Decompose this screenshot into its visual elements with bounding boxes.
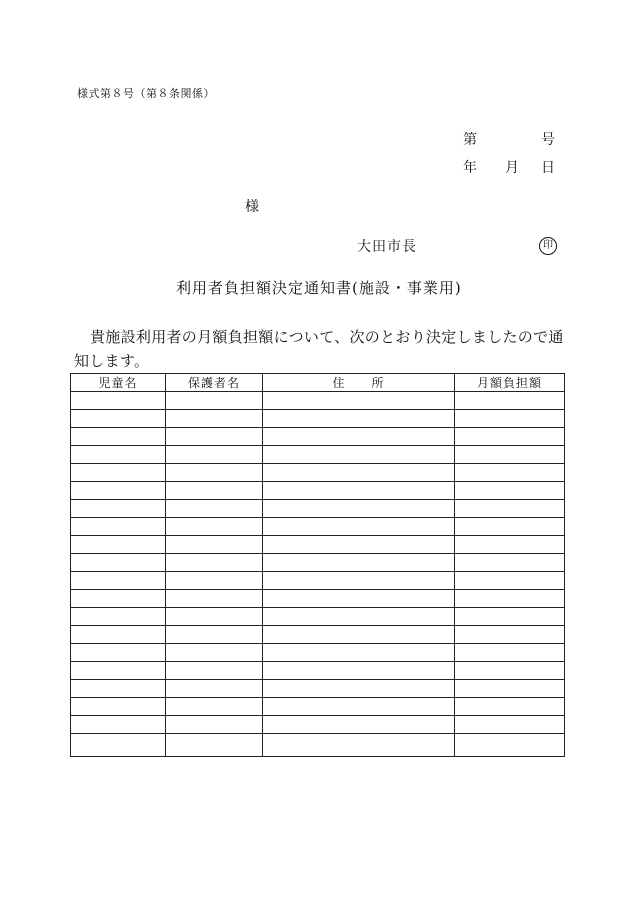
cell-monthly-burden [455, 410, 565, 428]
cell-address [263, 590, 455, 608]
cell-monthly-burden [455, 518, 565, 536]
cell-guardian-name [166, 464, 263, 482]
cell-guardian-name [166, 680, 263, 698]
cell-monthly-burden [455, 590, 565, 608]
cell-monthly-burden [455, 644, 565, 662]
document-title: 利用者負担額決定通知書(施設・事業用) [176, 279, 462, 297]
table-row [71, 518, 565, 536]
table-row [71, 410, 565, 428]
cell-child-name [71, 482, 166, 500]
table-row [71, 392, 565, 410]
cell-child-name [71, 698, 166, 716]
header-monthly-burden: 月額負担額 [455, 374, 565, 392]
table-row [71, 536, 565, 554]
cell-child-name [71, 446, 166, 464]
cell-guardian-name [166, 608, 263, 626]
cell-child-name [71, 608, 166, 626]
cell-monthly-burden [455, 734, 565, 757]
cell-monthly-burden [455, 626, 565, 644]
cell-child-name [71, 680, 166, 698]
cell-address [263, 662, 455, 680]
cell-monthly-burden [455, 500, 565, 518]
header-address: 住 所 [263, 374, 455, 392]
cell-monthly-burden [455, 572, 565, 590]
table-row [71, 482, 565, 500]
cell-child-name [71, 572, 166, 590]
cell-guardian-name [166, 536, 263, 554]
cell-address [263, 446, 455, 464]
table-row [71, 680, 565, 698]
cell-address [263, 536, 455, 554]
date-month-label: 月 [505, 160, 519, 176]
cell-monthly-burden [455, 554, 565, 572]
cell-guardian-name [166, 644, 263, 662]
cell-monthly-burden [455, 698, 565, 716]
document-number-prefix: 第 [463, 132, 477, 148]
cell-monthly-burden [455, 608, 565, 626]
table-body [71, 392, 565, 757]
cell-guardian-name [166, 698, 263, 716]
cell-address [263, 608, 455, 626]
cell-monthly-burden [455, 428, 565, 446]
cell-child-name [71, 518, 166, 536]
cell-address [263, 734, 455, 757]
cell-guardian-name [166, 662, 263, 680]
cell-address [263, 572, 455, 590]
cell-monthly-burden [455, 392, 565, 410]
cell-address [263, 698, 455, 716]
cell-monthly-burden [455, 536, 565, 554]
cell-child-name [71, 536, 166, 554]
cell-child-name [71, 734, 166, 757]
cell-guardian-name [166, 518, 263, 536]
table-row [71, 626, 565, 644]
notice-body-text: 貴施設利用者の月額負担額について、次のとおり決定しましたので通知します。 [74, 328, 564, 370]
table-row [71, 590, 565, 608]
cell-child-name [71, 500, 166, 518]
cell-address [263, 500, 455, 518]
form-number-label: 様式第８号（第８条関係） [77, 87, 215, 100]
issuer-name: 大田市長 [357, 239, 417, 255]
table-row [71, 644, 565, 662]
cell-address [263, 518, 455, 536]
cell-child-name [71, 716, 166, 734]
cell-guardian-name [166, 554, 263, 572]
cell-guardian-name [166, 482, 263, 500]
cell-guardian-name [166, 446, 263, 464]
table-row [71, 572, 565, 590]
cell-guardian-name [166, 428, 263, 446]
cell-monthly-burden [455, 716, 565, 734]
cell-guardian-name [166, 500, 263, 518]
table-row [71, 500, 565, 518]
cell-monthly-burden [455, 680, 565, 698]
cell-child-name [71, 392, 166, 410]
table-row [71, 698, 565, 716]
cell-child-name [71, 464, 166, 482]
cell-child-name [71, 554, 166, 572]
cell-guardian-name [166, 626, 263, 644]
cell-monthly-burden [455, 446, 565, 464]
cell-address [263, 392, 455, 410]
cell-child-name [71, 428, 166, 446]
cell-address [263, 554, 455, 572]
cell-address [263, 716, 455, 734]
cell-guardian-name [166, 734, 263, 757]
cell-monthly-burden [455, 482, 565, 500]
cell-guardian-name [166, 572, 263, 590]
document-number-suffix: 号 [541, 132, 555, 148]
cell-address [263, 410, 455, 428]
cell-child-name [71, 644, 166, 662]
cell-guardian-name [166, 410, 263, 428]
table-row [71, 608, 565, 626]
date-year-label: 年 [463, 160, 477, 176]
cell-address [263, 428, 455, 446]
table-row [71, 716, 565, 734]
table-header-row [71, 374, 565, 392]
cell-child-name [71, 590, 166, 608]
cell-child-name [71, 410, 166, 428]
cell-address [263, 464, 455, 482]
cell-address [263, 482, 455, 500]
table-row [71, 662, 565, 680]
date-day-label: 日 [541, 160, 555, 176]
table-row [71, 428, 565, 446]
cell-address [263, 680, 455, 698]
cell-child-name [71, 662, 166, 680]
cell-guardian-name [166, 590, 263, 608]
cell-address [263, 644, 455, 662]
header-guardian-name: 保護者名 [166, 374, 263, 392]
table-row [71, 554, 565, 572]
header-child-name: 児童名 [71, 374, 166, 392]
burden-amount-table [70, 373, 565, 757]
cell-monthly-burden [455, 662, 565, 680]
cell-guardian-name [166, 716, 263, 734]
addressee-honorific: 様 [245, 199, 259, 215]
seal-mark-icon: 印 [539, 237, 557, 255]
table-row [71, 464, 565, 482]
cell-child-name [71, 626, 166, 644]
cell-address [263, 626, 455, 644]
cell-monthly-burden [455, 464, 565, 482]
table-row [71, 446, 565, 464]
cell-guardian-name [166, 392, 263, 410]
table-row [71, 734, 565, 757]
